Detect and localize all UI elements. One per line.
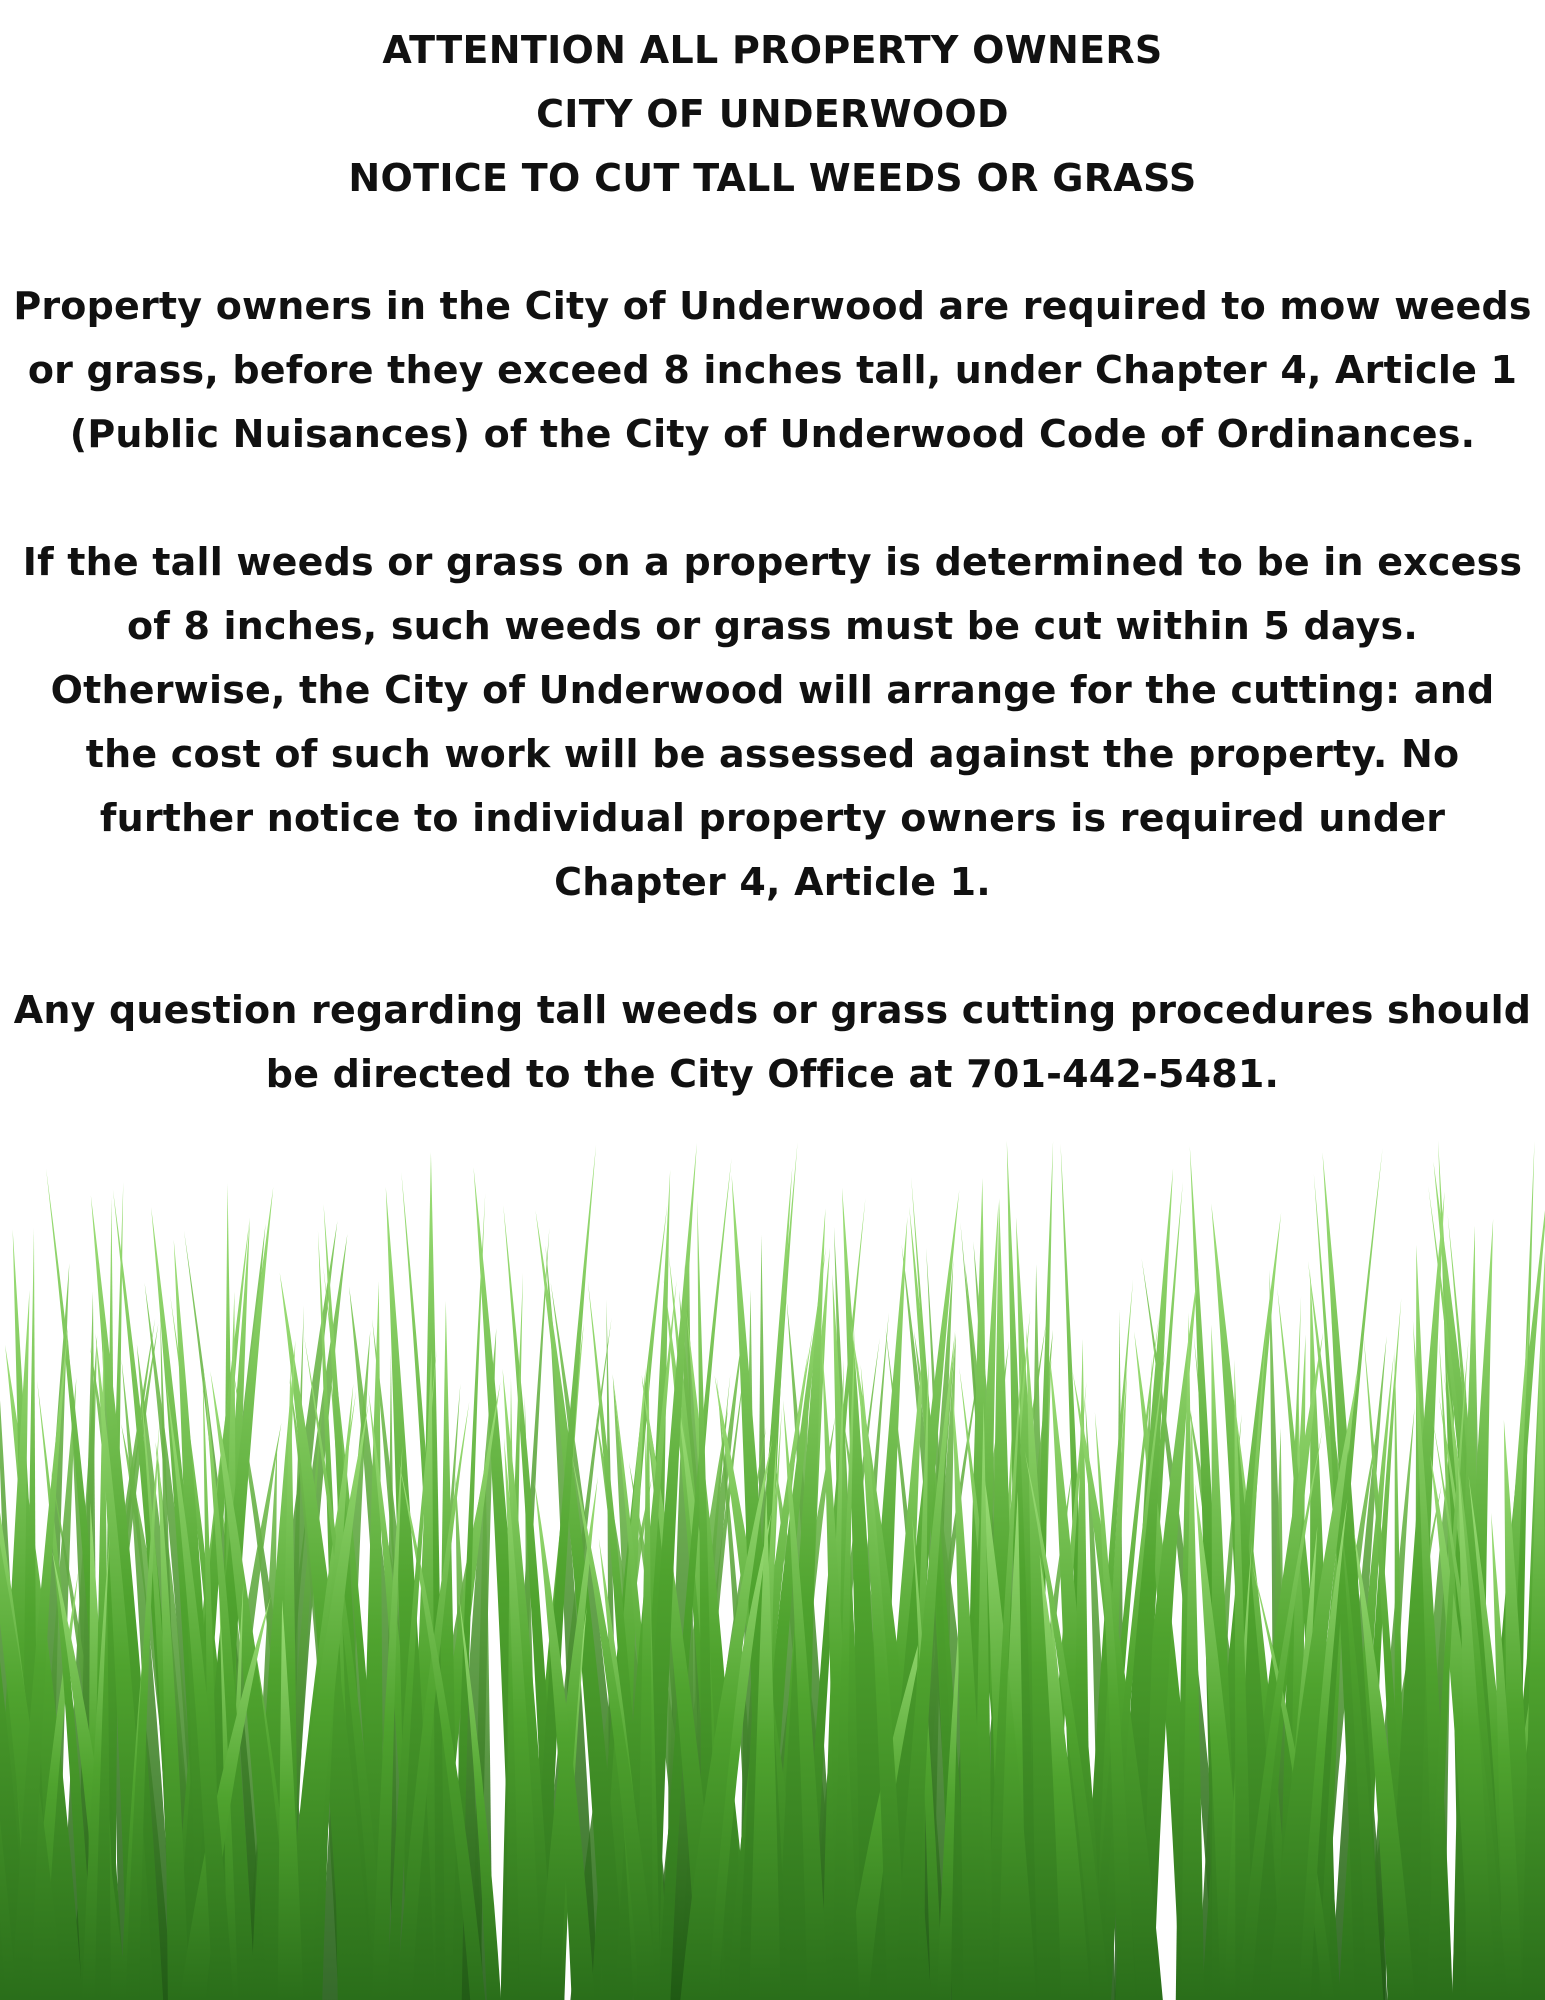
city-name: CITY OF UNDERWOOD [536, 92, 1009, 136]
requirement-paragraph: Property owners in the City of Underwood are required to mow weeds or grass, before they exceed 8 inches tall, under Chapter 4, Article 1 (Public Nuisances) of the City of Underwood Code of Ordinances. [13, 284, 1532, 456]
contact-paragraph: Any question regarding tall weeds or grass cutting procedures should be directed to the City Office at 701-442-5481. [13, 988, 1532, 1096]
notice-subject: NOTICE TO CUT TALL WEEDS OR GRASS [348, 156, 1197, 200]
notice-title: ATTENTION ALL PROPERTY OWNERS [382, 28, 1163, 72]
grass-image [0, 1140, 1545, 2000]
enforcement-paragraph: If the tall weeds or grass on a property is determined to be in excess of 8 inches, such weeds or grass must be cut within 5 days. Otherwise, the City of Underwood will arrange for the cutting: and the cost of such work will be assessed against the property. No further notice to individual property owners is required under Chapter 4, Article 1. [22, 540, 1523, 904]
notice-header [0, 0, 1545, 210]
